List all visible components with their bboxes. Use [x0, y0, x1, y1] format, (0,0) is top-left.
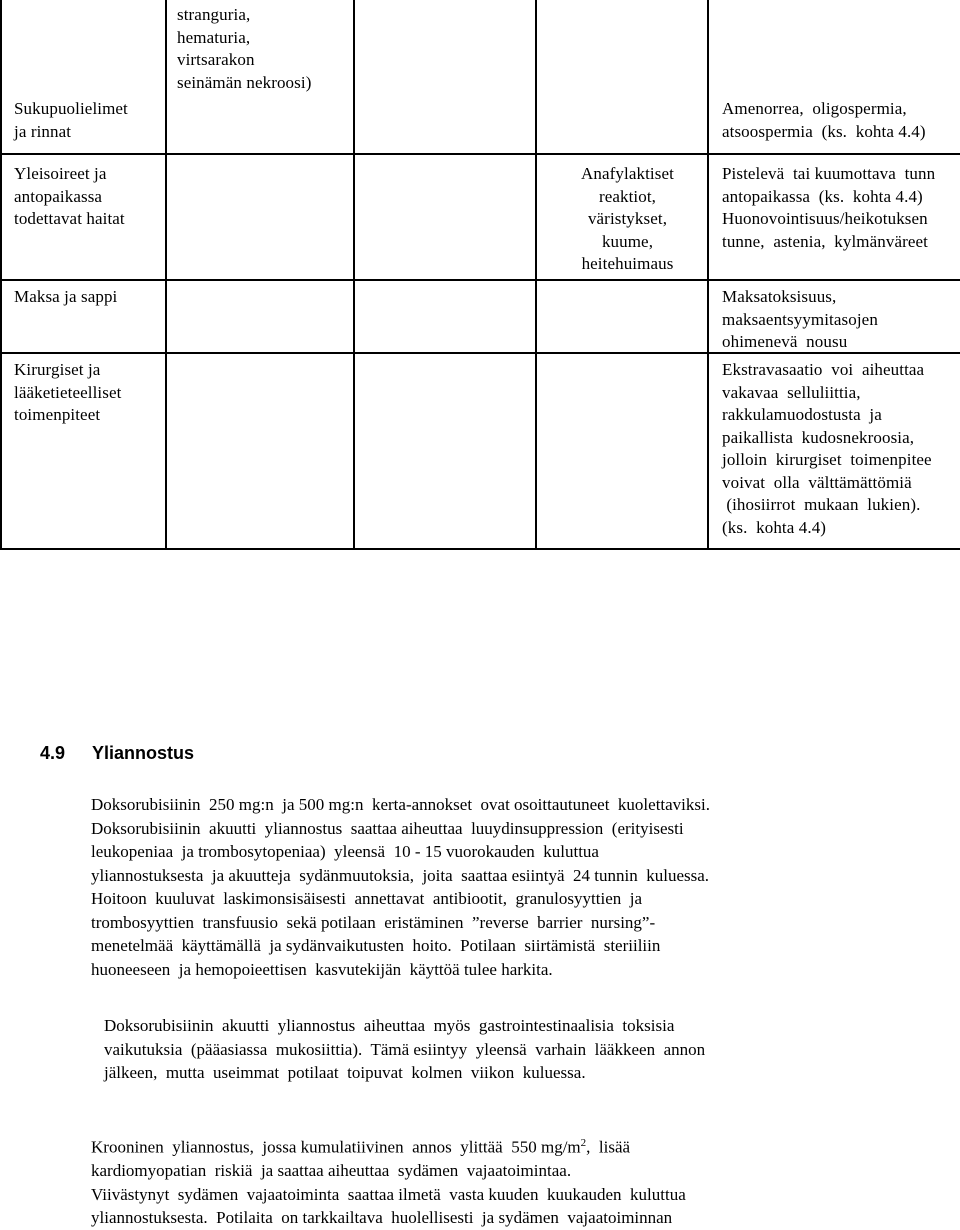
paragraph-overdose-gastrointestinal: Doksorubisiinin akuutti yliannostus aiheuttaa myös gastrointestinaalisia toksisia vaikutuksia (pääasiassa mukosiittia). Tämä esiintyy yleensä varhain lääkkeen annon jälkeen, mutta useimmat potilaat toipuvat kolmen viikon kuluessa. — [104, 1016, 706, 1082]
text-block: kardiomyopatian riskiä ja saattaa aiheuttaa sydämen vajaatoimintaa. Viivästynyt sydämen vajaatoiminta saattaa ilmetä vasta kuuden kuukauden kuluttua yliannostuksesta. Potilaita on tarkkailtava huolellisesti ja sydämen vajaatoiminnan — [91, 1161, 686, 1228]
paragraph-overdose-acute: Doksorubisiinin 250 mg:n ja 500 mg:n kerta-annokset ovat osoittautuneet kuolettaviksi. Doksorubisiinin akuutti yliannostus saattaa aiheuttaa luuydinsuppression (erityisesti leukopeniaa ja trombosytopeniaa) yleensä 10 - 15 vuorokauden kuluttua yliannostuksesta ja akuutteja sydänmuutoksia, joita saattaa esiintyä 24 tunnin kuluessa. Hoitoon kuuluvat laskimonsisäisesti annettavat antibiootit, granulosyyttien ja trombosyyttien transfuusio sekä potilaan eristäminen ”reverse barrier nursing”- menetelmää käyttämällä ja sydänvaikutusten hoito. Potilaan siirtämistä steriiliin huoneeseen ja hemopoieettisen kasvutekijän käyttöä tulee harkita. — [91, 795, 710, 979]
table-cell: Ekstravasaatio voi aiheuttaa vakavaa selluliittia, rakkulamuodostusta ja paikallista kudosnekroosia, jolloin kirurgiset toimenpitee voivat olla välttämättömiä (ihosiirrot mukaan lukien). (ks. kohta 4.4) — [722, 360, 932, 537]
table-row-label: Maksa ja sappi — [14, 287, 118, 306]
superscript: 2 — [580, 1137, 587, 1149]
table-row-label: Yleisoireet ja antopaikassa todettavat haitat — [14, 164, 125, 228]
section-title: Yliannostus — [92, 743, 195, 763]
table-cell: Amenorrea, oligospermia, atsoospermia (ks. kohta 4.4) — [722, 99, 926, 141]
table-column-divider — [165, 0, 167, 550]
table-cell: Anafylaktiset reaktiot, väristykset, kuume, heitehuimaus — [581, 164, 674, 273]
table-cell: stranguria, hematuria, virtsarakon seinämän nekroosi) — [177, 5, 312, 92]
table-row-label: Sukupuolielimet ja rinnat — [14, 99, 128, 141]
text-line: Krooninen yliannostus, jossa kumulatiivinen annos ylittää 550 mg/m — [91, 1137, 581, 1157]
table-row-label: Kirurgiset ja lääketieteelliset toimenpiteet — [14, 360, 122, 424]
table-row-divider — [2, 153, 960, 155]
table-cell: Pistelevä tai kuumottava tunn antopaikassa (ks. kohta 4.4) Huonovointisuus/heikotuksen tunne, astenia, kylmänväreet — [722, 164, 936, 251]
section-number: 4.9 — [40, 743, 66, 763]
paragraph-overdose-chronic — [91, 1132, 686, 1230]
table-cell: Maksatoksisuus, maksaentsyymitasojen ohimenevä nousu — [722, 287, 878, 351]
table-row-divider — [2, 279, 960, 281]
table-column-divider — [707, 0, 709, 550]
text-line: , lisää — [586, 1137, 631, 1157]
table-column-divider — [535, 0, 537, 550]
section-heading — [40, 743, 194, 764]
adverse-effects-table — [0, 0, 960, 550]
